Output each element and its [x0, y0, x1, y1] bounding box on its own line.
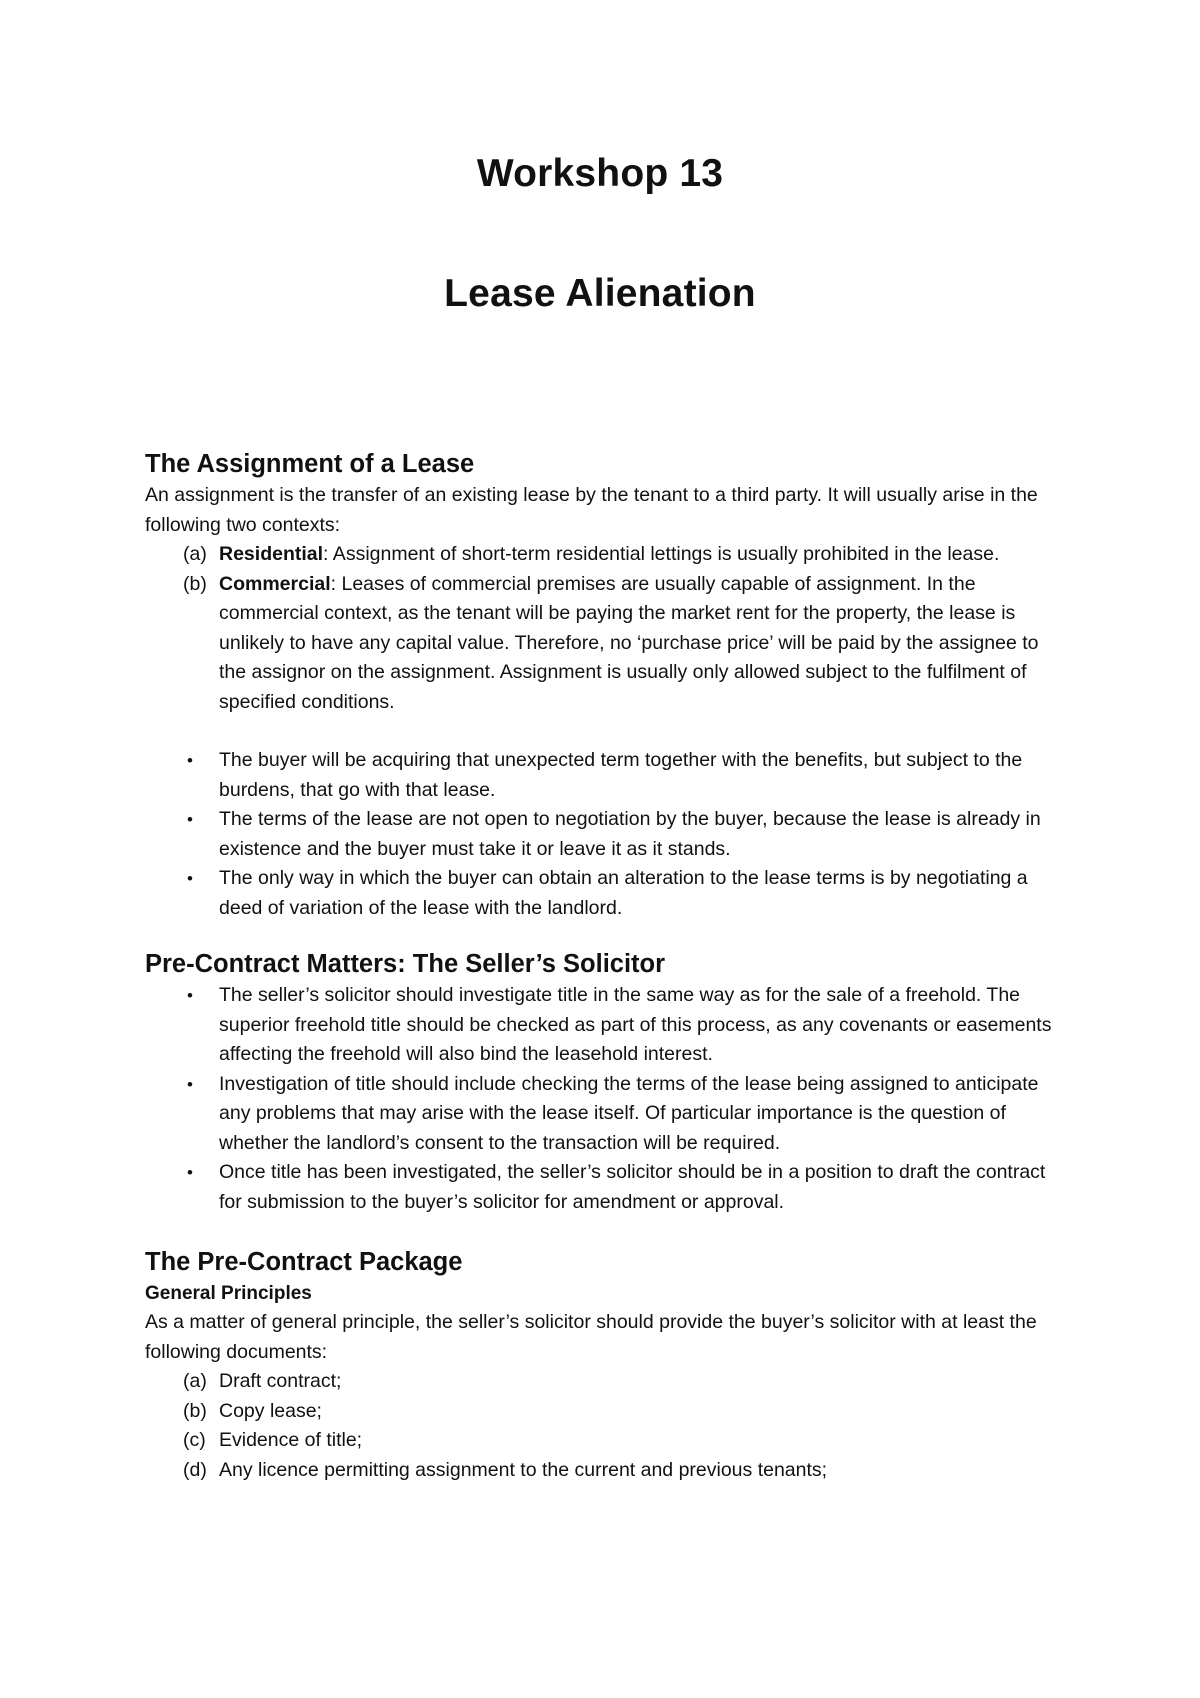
context-list: [145, 540, 1070, 717]
bullet-text: The seller’s solicitor should investigate title in the same way as for the sale of a freehold. The superior freehold title should be checked as part of this process, as any covenants or easements affecting the freehold will also bind the leasehold interest.: [219, 984, 1052, 1065]
item-text: : Leases of commercial premises are usually capable of assignment. In the commercial context, as the tenant will be paying the market rent for the property, the lease is unlikely to have any capital value. Therefore, no ‘purchase price’ will be paid by the assignee to the assignor on the assignment. Assignment is usually only allowed subject to the fulfilment of specified conditions.: [219, 572, 1039, 713]
bullet-item: [145, 864, 1070, 923]
item-text: Draft contract;: [219, 1370, 342, 1392]
list-marker: (a): [183, 543, 207, 565]
bullet-icon: •: [187, 1163, 193, 1182]
list-item: [145, 540, 1070, 570]
section-intro: An assignment is the transfer of an existing lease by the tenant to a third party. It will usually arise in the following two contexts:: [145, 484, 1038, 536]
item-label: Residential: [219, 543, 324, 565]
item-text: Copy lease;: [219, 1399, 322, 1422]
bullet-text: Investigation of title should include checking the terms of the lease being assigned to anticipate any problems that may arise with the lease itself. Of particular importance is the question of whether the landlord’s consent to the transaction will be required.: [219, 1072, 1039, 1154]
list-marker: (a): [183, 1370, 207, 1392]
bullet-list: [145, 746, 1070, 923]
item-text: : Assignment of short-term residential lettings is usually prohibited in the lease.: [323, 543, 1000, 565]
bullet-icon: •: [187, 986, 193, 1005]
section-assignment-of-lease: [145, 447, 1070, 923]
section-subheading: General Principles: [145, 1283, 312, 1304]
section-intro: As a matter of general principle, the seller’s solicitor should provide the buyer’s solicitor with at least the following documents:: [145, 1311, 1037, 1363]
list-item: [145, 1397, 1070, 1427]
bullet-list: [145, 981, 1070, 1217]
bullet-text: The only way in which the buyer can obtain an alteration to the lease terms is by negotiating a deed of variation of the lease with the landlord.: [219, 867, 1028, 919]
document-title: Workshop 13: [476, 152, 724, 195]
bullet-icon: •: [187, 1074, 193, 1094]
list-marker: (c): [183, 1429, 206, 1451]
item-label: Commercial: [219, 572, 331, 595]
bullet-item: [145, 746, 1070, 805]
list-item: [145, 1456, 1070, 1486]
bullet-item: [145, 981, 1070, 1070]
bullet-icon: •: [187, 751, 193, 770]
bullet-text: The buyer will be acquiring that unexpected term together with the benefits, but subject to the burdens, that go with that lease.: [219, 749, 1023, 801]
section-heading: The Assignment of a Lease: [145, 450, 475, 478]
documents-list: [145, 1367, 1070, 1485]
bullet-icon: •: [187, 810, 193, 829]
document-subtitle: Lease Alienation: [444, 272, 756, 315]
bullet-icon: •: [187, 869, 193, 888]
bullet-text: The terms of the lease are not open to negotiation by the buyer, because the lease is already in existence and the buyer must take it or leave it as it stands.: [219, 808, 1041, 860]
list-marker: (b): [183, 1399, 207, 1422]
list-item: [145, 1367, 1070, 1397]
list-marker: (d): [183, 1458, 207, 1481]
list-marker: (b): [183, 572, 207, 595]
list-item: [145, 1426, 1070, 1456]
list-item: [145, 570, 1070, 718]
bullet-item: [145, 1158, 1070, 1217]
bullet-item: [145, 1070, 1070, 1159]
item-text: Any licence permitting assignment to the current and previous tenants;: [219, 1458, 828, 1481]
section-pre-contract-package: [145, 1245, 1070, 1485]
bullet-text: Once title has been investigated, the seller’s solicitor should be in a position to draft the contract for submission to the buyer’s solicitor for amendment or approval.: [219, 1161, 1046, 1213]
section-heading: The Pre-Contract Package: [145, 1248, 463, 1276]
bullet-item: [145, 805, 1070, 864]
section-pre-contract-matters: [145, 947, 1070, 1217]
document-body: [145, 447, 1070, 1485]
item-text: Evidence of title;: [219, 1429, 363, 1451]
section-heading: Pre-Contract Matters: The Seller’s Solicitor: [145, 950, 666, 978]
